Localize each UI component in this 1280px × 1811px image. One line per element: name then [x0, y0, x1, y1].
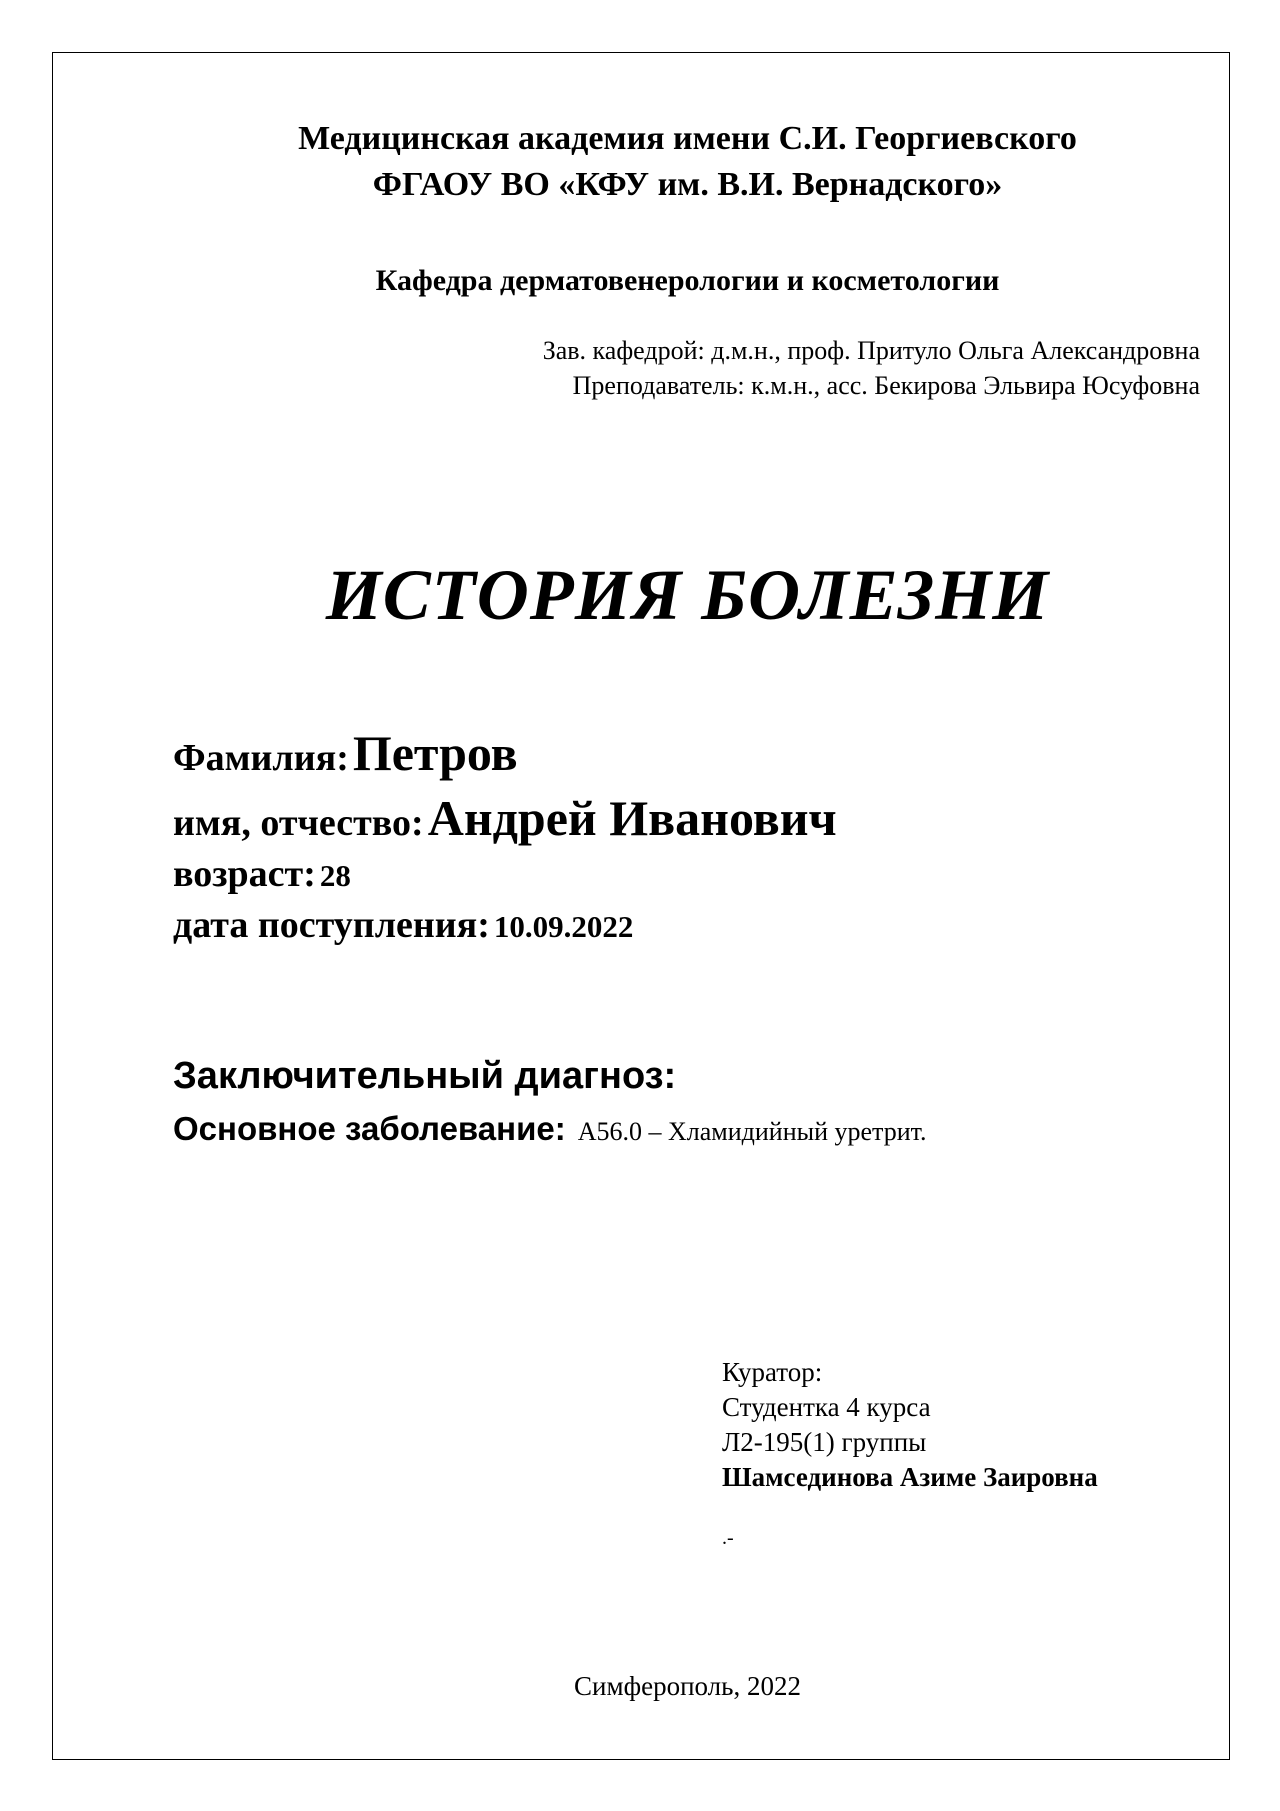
name-field	[173, 789, 837, 847]
surname-field	[173, 724, 518, 782]
institution-name: Медицинская академия имени С.И. Георгиевского	[298, 120, 1077, 157]
surname-label: Фамилия:	[173, 737, 349, 779]
main-disease-label: Основное заболевание:	[173, 1110, 566, 1147]
curator-name: Шамсединова Азиме Заировна	[722, 1462, 1098, 1492]
main-disease-value: А56.0 – Хламидийный уретрит.	[577, 1117, 927, 1146]
curator-course: Студентка 4 курса	[722, 1392, 931, 1422]
curator-mark: .-	[722, 1527, 734, 1549]
head-of-department: Зав. кафедрой: д.м.н., проф. Притуло Ольга Александровна	[542, 336, 1200, 365]
admission-date-value: 10.09.2022	[493, 909, 634, 944]
admission-date-field	[173, 903, 633, 947]
curator-label: Куратор:	[722, 1357, 823, 1387]
department-name: Кафедра дерматовенерологии и косметологии	[375, 264, 1000, 297]
city-year: Симферополь, 2022	[574, 1671, 801, 1701]
university-name: ФГАОУ ВО «КФУ им. В.И. Вернадского»	[372, 166, 1003, 203]
document-title: ИСТОРИЯ БОЛЕЗНИ	[325, 555, 1050, 635]
age-field	[173, 852, 351, 896]
curator-group: Л2-195(1) группы	[722, 1427, 927, 1457]
age-label: возраст:	[173, 853, 316, 895]
name-label: имя, отчество:	[173, 802, 424, 844]
teacher: Преподаватель: к.м.н., асс. Бекирова Эльвира Юсуфовна	[572, 371, 1200, 400]
final-diagnosis-title: Заключительный диагноз:	[173, 1055, 677, 1097]
age-value: 28	[319, 858, 351, 893]
name-value: Андрей Иванович	[427, 790, 837, 846]
admission-date-label: дата поступления:	[173, 904, 490, 946]
main-disease	[173, 1110, 927, 1148]
surname-value: Петров	[352, 725, 518, 781]
